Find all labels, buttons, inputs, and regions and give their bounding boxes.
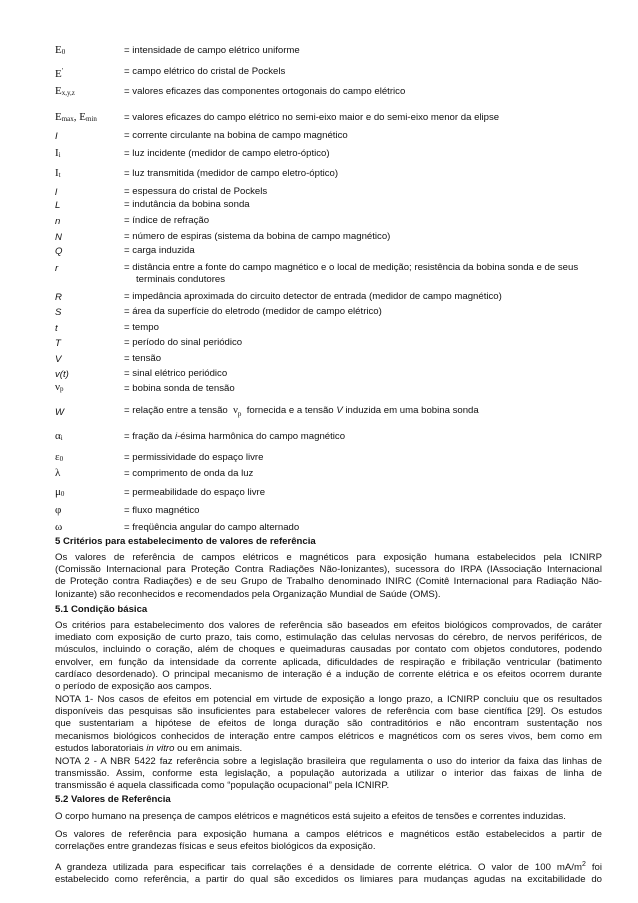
symbol-v-upper: V	[55, 354, 62, 365]
symbol-it: $I_t$	[55, 167, 61, 179]
definition-w: = relação entre a tensão $\nu_p$ fornecida e a tensão V induzida em uma bobina sonda	[124, 405, 479, 418]
section-5-heading: 5 Critérios para estabelecimento de valores de referência	[55, 536, 316, 547]
symbol-r-lower: r	[55, 263, 59, 274]
definition-phi: = fluxo magnético	[124, 505, 200, 516]
symbol-r-upper: R	[55, 292, 62, 303]
section-5-1-heading: 5.1 Condição básica	[55, 604, 148, 615]
symbol-t-lower: t	[55, 323, 58, 334]
symbol-s: S	[55, 307, 62, 318]
definition-ii: = luz incidente (medidor de campo eletro-óptico)	[124, 148, 330, 159]
symbol-n-upper: N	[55, 232, 62, 243]
definition-alpha-i: = fração da i-ésima harmônica do campo magnético	[124, 431, 346, 442]
definition-l-lower: = espessura do cristal de Pockels	[124, 186, 268, 197]
definition-mu-0: = permeabilidade do espaço livre	[124, 487, 266, 498]
symbol-i: I	[55, 131, 58, 142]
symbol-phi: φ	[55, 504, 62, 516]
definition-exyz: = valores eficazes das componentes ortogonais do campo elétrico	[124, 86, 406, 97]
definition-l-upper: = indutância da bobina sonda	[124, 199, 250, 210]
symbol-e0: $E_0$	[55, 44, 66, 56]
definition-q: = carga induzida	[124, 245, 195, 256]
definition-n-upper: = número de espiras (sistema da bobina de campo magnético)	[124, 231, 391, 242]
symbol-t-upper: T	[55, 338, 61, 349]
definition-e0: = intensidade de campo elétrico uniforme	[124, 45, 300, 56]
symbol-e-prime: E'	[55, 67, 63, 80]
definition-epsilon-0: = permissividade do espaço livre	[124, 452, 264, 463]
definition-t-upper: = período do sinal periódico	[124, 337, 243, 348]
symbol-emax-emin: $E_{max}$, $E_{min}$	[55, 111, 97, 123]
symbol-ii: $I_i$	[55, 147, 61, 159]
definition-v-upper: = tensão	[124, 353, 162, 364]
section-5-2-paragraph-3: A grandeza utilizada para especificar tais correlações é a densidade de corrente elétrica. O valor de 100 $mA/m^2$ foi estabelecido como referência, a partir do qual são excedidos os limiares para mudanças agudas na excitabilidade do	[55, 861, 602, 886]
section-5-1-paragraph: Os critérios para estabelecimento dos valores de referência são baseados em efeitos biológicos comprovados, de caráter imediato com exposição de curto prazo, tais como, estimulação das celulas nervosas do cérebro, de nervos periféricos, de músculos, incluindo o coração, além de choques e queimaduras causadas por contato com objetos condutores, podendo envolver, em função da intensidade da corrente aplicada, dificuldades de respiração e fribilação ventricular (batimento cardíaco desordenado). O principal mecanismo de interação é a indução de corrente elétrica e os efeitos ocorrem durante o período de exposição aos campos.	[55, 620, 602, 693]
definition-t-lower: = tempo	[124, 322, 159, 333]
symbol-l-upper: L	[55, 200, 61, 211]
symbol-lambda: λ	[55, 467, 61, 479]
definition-r-upper: = impedância aproximada do circuito detector de entrada (medidor de campo magnético)	[124, 291, 502, 302]
symbol-n-lower: n	[55, 216, 61, 227]
definition-i: = corrente circulante na bobina de campo magnético	[124, 130, 348, 141]
definition-s: = área da superfície do eletrodo (medidor de campo elétrico)	[124, 306, 382, 317]
symbol-exyz: $E_{x,y,z}$	[55, 85, 75, 97]
definition-lambda: = comprimento de onda da luz	[124, 468, 254, 479]
definition-r-lower: = distância entre a fonte do campo magnético e o local de medição; resistência da bobina sonda e de seus terminais condutores	[124, 262, 579, 285]
definition-e-prime: = campo elétrico do cristal de Pockels	[124, 66, 286, 77]
section-5-2-paragraph-1: O corpo humano na presença de campos elétricos e magnéticos está sujeito a efeitos de tensões e correntes induzidas.	[55, 811, 566, 822]
symbol-nu-p: $\nu_p$	[55, 381, 64, 393]
section-5-2-heading: 5.2 Valores de Referência	[55, 794, 171, 805]
definition-vt: = sinal elétrico periódico	[124, 368, 228, 379]
symbol-omega: ω	[55, 521, 63, 533]
symbol-epsilon-0: $\varepsilon_0$	[55, 451, 64, 463]
definition-it: = luz transmitida (medidor de campo eletro-óptico)	[124, 168, 339, 179]
symbol-q: Q	[55, 246, 63, 257]
symbol-alpha-i: $\alpha_i$	[55, 430, 63, 442]
section-5-paragraph: Os valores de referência de campos elétricos e magnéticos para exposição humana estabelecidos pela ICNIRP (Comissão Internacional para Proteção Contra Radiações Não-Ionizantes), sucessora do IRPA (IAssociação Internacional de Proteção contra Radiações) e de seu Grupo de Trabalho denominado INIRC (Comitê Internacional para Radiação Não- Ionizante) são reconhecidos e recomendados pela Organização Mundial de Saúde (OMS).	[55, 552, 602, 600]
definition-emax-emin: = valores eficazes do campo elétrico no semi-eixo maior e do semi-eixo menor da elipse	[124, 112, 500, 123]
definition-n-lower: = índice de refração	[124, 215, 210, 226]
nota-2: NOTA 2 - A NBR 5422 faz referência sobre a legislação brasileira que regulamenta o uso do interior da faixa das linhas de transmissão. Assim, conforme esta legislação, a população autorizada a utilizar o interior das faixas de linha de transmissão é aquela classificada como “população ocupacional” pela ICNIRP.	[55, 756, 602, 792]
definition-nu-p: = bobina sonda de tensão	[124, 383, 235, 394]
symbol-vt: v(t)	[55, 369, 69, 380]
nota-1: NOTA 1- Nos casos de efeitos em potencial em virtude de exposição a longo prazo, a ICNIRP concluiu que os resultados disponíveis das pesquisas são insuficientes para estabelecer valores de referência com base científica [29]. Os estudos que sustentariam a hipótese de efeitos de longa duração são contraditórios e não encontram sustentação nos mecanismos biológicos conhecidos de interação entre campos elétricos e magnéticos com os seres vivos, bem como em estudos laboratoriais in vitro ou em animais.	[55, 694, 602, 754]
definition-omega: = freqüência angular do campo alternado	[124, 522, 300, 533]
symbol-mu-0: $\mu_0$	[55, 486, 65, 498]
symbol-w: W	[55, 407, 65, 418]
symbol-l-lower: l	[55, 187, 58, 198]
section-5-2-paragraph-2: Os valores de referência para exposição humana a campos elétricos e magnéticos estão estabelecidos a partir de correlações entre grandezas físicas e seus efeitos biológicos da exposição.	[55, 829, 602, 853]
